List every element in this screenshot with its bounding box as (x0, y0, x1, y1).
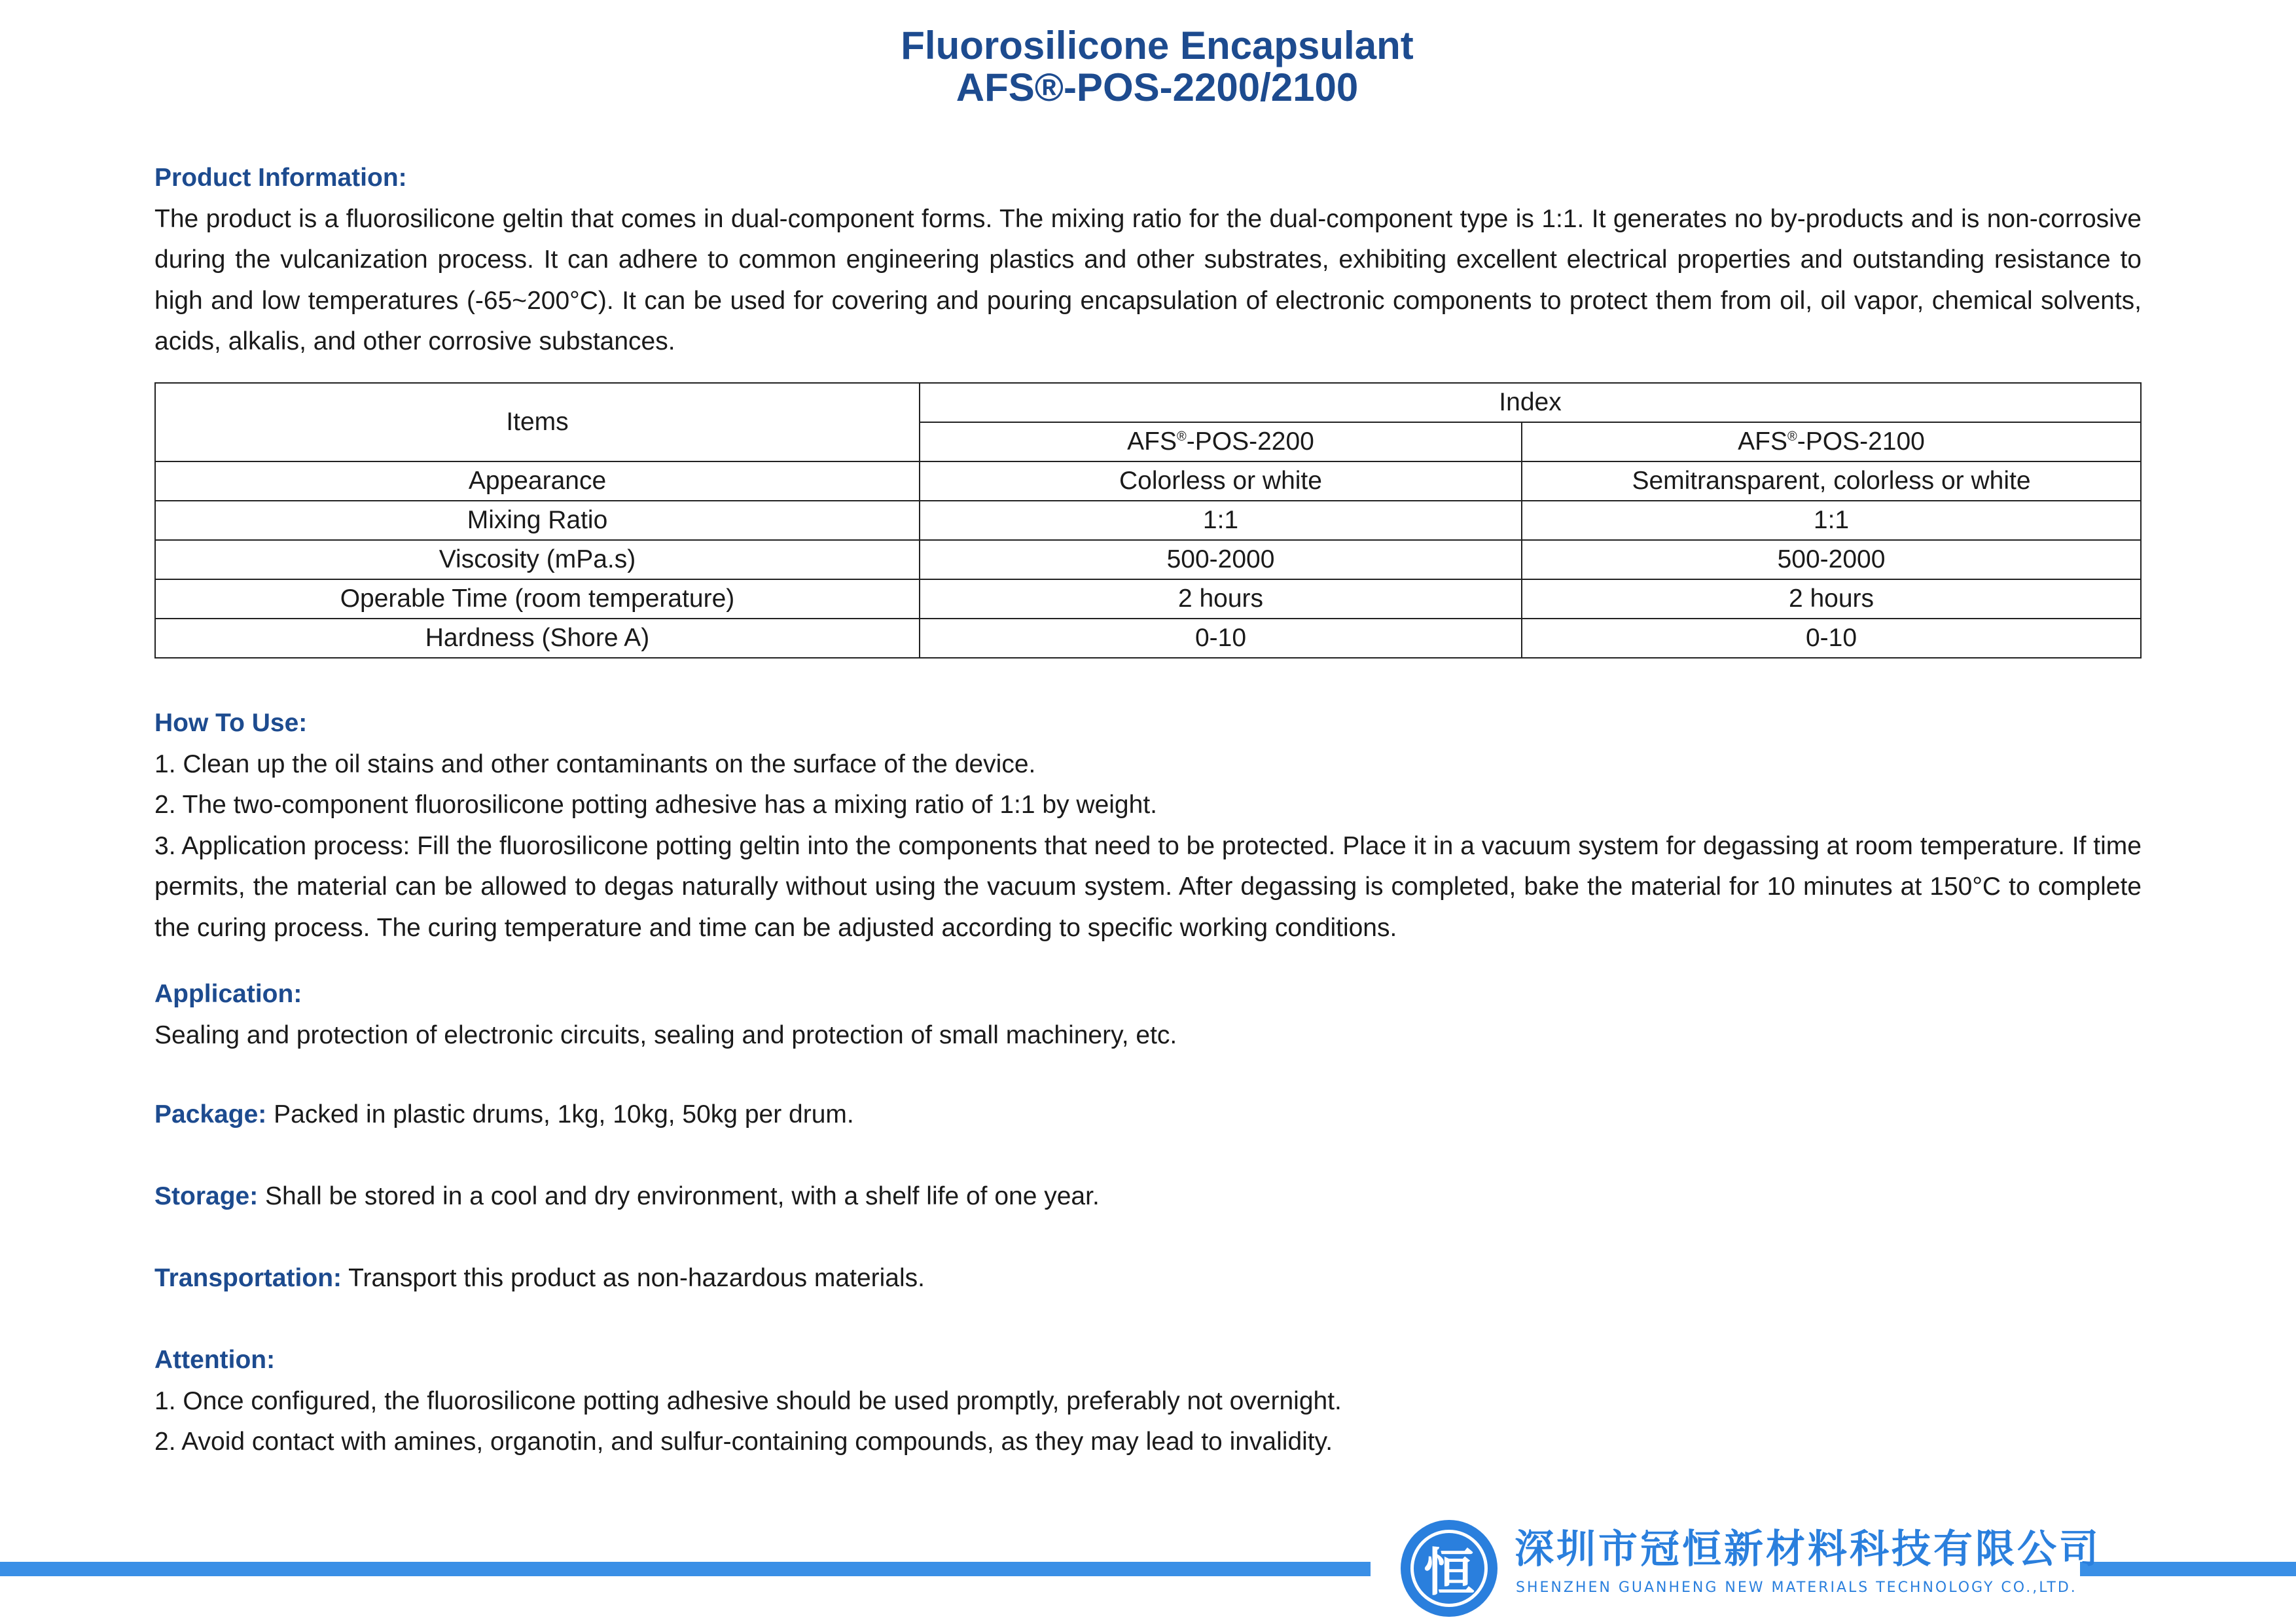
index-header: Index (920, 383, 2141, 422)
company-name-en: SHENZHEN GUANHENG NEW MATERIALS TECHNOLOGY CO.,LTD. (1516, 1579, 2077, 1596)
product-b-header (1522, 422, 2141, 461)
title-line-1: Fluorosilicone Encapsulant (901, 24, 1414, 67)
storage-section (154, 1176, 2142, 1218)
application-body: Sealing and protection of electronic circuits, sealing and protection of small machinery, etc. (154, 1020, 1177, 1049)
row-value-a: Colorless or white (920, 461, 1522, 501)
title-model-mark: ® (1034, 65, 1064, 109)
application-section (154, 974, 2142, 1056)
storage-label: Storage: (154, 1182, 259, 1210)
row-value-b: 500-2000 (1522, 540, 2141, 579)
table-row (155, 501, 2141, 540)
how-to-use-step: 1. Clean up the oil stains and other contaminants on the surface of the device. (154, 749, 1036, 778)
row-item: Operable Time (room temperature) (155, 579, 920, 619)
product-info-heading: Product Information: (154, 164, 407, 192)
document-title (0, 25, 2296, 109)
table-row (155, 619, 2141, 658)
row-value-a: 0-10 (920, 619, 1522, 658)
how-to-use-heading: How To Use: (154, 709, 308, 737)
row-item: Hardness (Shore A) (155, 619, 920, 658)
row-value-b: Semitransparent, colorless or white (1522, 461, 2141, 501)
attention-item: 1. Once configured, the fluorosilicone potting adhesive should be used promptly, preferably not overnight. (154, 1386, 1342, 1415)
row-value-b: 2 hours (1522, 579, 2141, 619)
transportation-body: Transport this product as non-hazardous materials. (348, 1264, 925, 1292)
row-item: Mixing Ratio (155, 501, 920, 540)
attention-section (154, 1340, 2142, 1463)
spec-table (154, 382, 2142, 659)
row-value-a: 2 hours (920, 579, 1522, 619)
table-row (155, 461, 2141, 501)
transportation-section (154, 1258, 2142, 1299)
product-b-suffix: -POS-2100 (1797, 427, 1925, 456)
product-a-header (920, 422, 1522, 461)
how-to-use-section (154, 703, 2142, 948)
row-value-b: 0-10 (1522, 619, 2141, 658)
title-model-suffix: -POS-2200/2100 (1063, 65, 1359, 109)
items-header: Items (155, 383, 920, 461)
package-body: Packed in plastic drums, 1kg, 10kg, 50kg per drum. (274, 1100, 854, 1128)
table-header-row (155, 383, 2141, 422)
row-value-a: 500-2000 (920, 540, 1522, 579)
product-a-mark: ® (1177, 429, 1187, 444)
title-model-prefix: AFS (956, 65, 1035, 109)
product-b-prefix: AFS (1738, 427, 1787, 456)
row-value-a: 1:1 (920, 501, 1522, 540)
package-label: Package: (154, 1100, 267, 1128)
title-line-2 (0, 67, 2296, 109)
how-to-use-step: 3. Application process: Fill the fluorosilicone potting geltin into the components that need to be protected. Place it in a vacuum system for degassing at room temperature. If time permits, the material can be allowed to degas naturally without using the vacuum system. After degassing is completed, bake the material for 10 minutes at 150°C to complete the curing process. The curing temperature and time can be adjusted according to specific working conditions. (154, 831, 2142, 942)
row-item: Viscosity (mPa.s) (155, 540, 920, 579)
application-heading: Application: (154, 980, 302, 1008)
company-name-cn: 深圳市冠恒新材料科技有限公司 (1515, 1526, 2101, 1572)
logo-glyph: 恒 (1410, 1530, 1488, 1607)
attention-heading: Attention: (154, 1346, 276, 1374)
product-a-suffix: -POS-2200 (1186, 427, 1314, 456)
row-item: Appearance (155, 461, 920, 501)
transportation-label: Transportation: (154, 1264, 342, 1292)
how-to-use-step: 2. The two-component fluorosilicone potting adhesive has a mixing ratio of 1:1 by weight. (154, 791, 1157, 819)
row-value-b: 1:1 (1522, 501, 2141, 540)
table-row (155, 579, 2141, 619)
footer-bar-left (0, 1562, 1371, 1576)
product-a-prefix: AFS (1127, 427, 1177, 456)
attention-item: 2. Avoid contact with amines, organotin, and sulfur-containing compounds, as they may lead to invalidity. (154, 1428, 1333, 1456)
product-b-mark: ® (1787, 429, 1797, 444)
storage-body: Shall be stored in a cool and dry environment, with a shelf life of one year. (265, 1182, 1100, 1210)
footer-bar-right (2080, 1562, 2296, 1576)
product-info-section (154, 158, 2142, 363)
table-row (155, 540, 2141, 579)
package-section (154, 1094, 2142, 1136)
company-logo (1401, 1520, 1498, 1617)
product-info-body: The product is a fluorosilicone geltin that comes in dual-component forms. The mixing ratio for the dual-component type is 1:1. It generates no by-products and is non-corrosive during the vulcanization process. It can adhere to common engineering plastics and other substrates, exhibiting excellent electrical properties and outstanding resistance to high and low temperatures (-65~200°C). It can be used for covering and pouring encapsulation of electronic components to protect them from oil, oil vapor, chemical solvents, acids, alkalis, and other corrosive substances. (154, 204, 2142, 355)
